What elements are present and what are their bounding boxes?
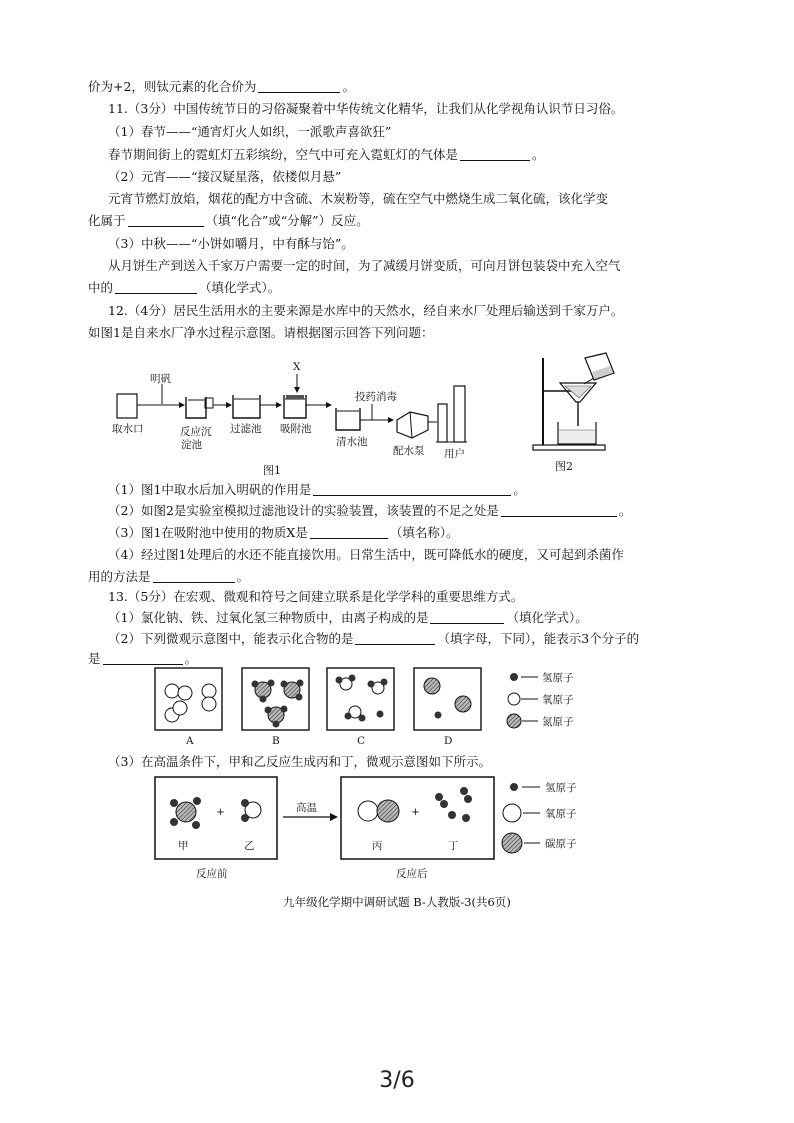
text: 。 xyxy=(184,651,198,666)
text: （3）图1在吸附池中使用的物质X是 xyxy=(108,525,308,540)
box-label-b: B xyxy=(272,735,280,747)
label-jia: 甲 xyxy=(178,840,189,852)
page-number: 3/6 xyxy=(379,1068,415,1093)
label-reaction-2: 淀池 xyxy=(181,439,202,451)
figure1-caption: 图1 xyxy=(263,464,281,477)
label-user: 用户 xyxy=(444,448,465,460)
label-adsorb: 吸附池 xyxy=(280,423,312,435)
label-alum: 明矾 xyxy=(150,373,171,385)
text: （填化学式）。 xyxy=(199,280,281,295)
text: 。 xyxy=(618,503,632,518)
q11-2-text: 元宵节燃灯放焰，烟花的配方中含硫、木炭粉等，硫在空气中燃烧生成二氧化硫，该化学变 xyxy=(108,191,609,206)
q13-title: 13.（5分）在宏观、微观和符号之间建立联系是化学学科的重要思维方式。 xyxy=(108,589,524,604)
q11-3-title: （3）中秋——“小饼如嚼月，中有酥与饴”。 xyxy=(108,236,354,251)
legend4-oxygen: 氧原子 xyxy=(545,808,577,820)
label-ding: 丁 xyxy=(448,840,459,852)
label-condition: 高温 xyxy=(296,802,317,814)
label-pump: 配水泵 xyxy=(393,445,425,457)
legend3-hydrogen: 氢原子 xyxy=(542,672,574,684)
label-disinfect: 投药消毒 xyxy=(355,391,397,403)
q11-3-text: 从月饼生产到送入千家万户需要一定的时间，为了减缓月饼变质，可向月饼包装袋中充入空气 xyxy=(108,258,621,273)
q11-title: 11.（3分）中国传统节日的习俗凝聚着中华传统文化精华，让我们从化学视角认识节日习俗。 xyxy=(108,101,624,116)
legend4-carbon: 碳原子 xyxy=(545,838,577,850)
label-yi: 乙 xyxy=(244,840,255,852)
q12-4: （4）经过图1处理后的水还不能直接饮用。日常生活中，既可降低水的硬度，又可起到杀菌作 xyxy=(108,547,624,562)
label-plus-2: + xyxy=(411,806,420,818)
text: （填化学式）。 xyxy=(506,610,588,625)
q12-title: 12.（4分）居民生活用水的主要来源是水库中的天然水，经自来水厂处理后输送到千家万户。 xyxy=(108,303,624,318)
text: （填名称）。 xyxy=(389,525,459,540)
label-before: 反应前 xyxy=(196,868,228,880)
before-box xyxy=(155,777,277,859)
text: 是 xyxy=(88,651,101,666)
text: 中的 xyxy=(88,280,114,295)
text: （1）氯化钠、铁、过氧化氢三种物质中，由离子构成的是 xyxy=(108,610,429,625)
text: （2）如图2是实验室模拟过滤池设计的实验装置，该装置的不足之处是 xyxy=(108,503,499,518)
legend3-oxygen: 氧原子 xyxy=(542,694,574,706)
text: 化属于 xyxy=(88,213,126,228)
label-after: 反应后 xyxy=(396,868,428,880)
text: （1）图1中取水后加入明矾的作用是 xyxy=(108,482,312,497)
q11-2-title: （2）元宵——“接汉疑星落，依楼似月悬” xyxy=(108,169,342,184)
text: （填字母，下同），能表示3个分子的 xyxy=(437,631,640,646)
text: 。 xyxy=(513,482,526,497)
label-reaction-1: 反应沉 xyxy=(180,426,212,438)
text: 价为+2，则钛元素的化合价为 xyxy=(88,79,257,94)
q11-1-title: （1）春节——“通宵灯火人如织，一派歌声喜欲狂” xyxy=(108,124,392,139)
q12-title-b: 如图1是自来水厂净水过程示意图。请根据图示回答下列问题： xyxy=(88,325,434,340)
text: （填“化合”或“分解”）反应。 xyxy=(205,213,369,228)
page-footer: 九年级化学期中调研试题 B-人教版-3(共6页) xyxy=(283,895,511,909)
legend4-hydrogen: 氢原子 xyxy=(545,782,577,794)
text: （2）下列微观示意图中，能表示化合物的是 xyxy=(108,631,354,646)
box-label-d: D xyxy=(444,735,453,747)
box-label-a: A xyxy=(186,735,194,747)
label-bing: 丙 xyxy=(372,840,383,852)
label-plus-1: + xyxy=(216,806,225,818)
figure2-caption: 图2 xyxy=(555,460,573,473)
label-filter: 过滤池 xyxy=(230,423,262,435)
label-intake: 取水口 xyxy=(112,423,144,435)
text: 。 xyxy=(236,569,250,584)
legend3-nitrogen: 氮原子 xyxy=(542,716,574,728)
text: 用的方法是 xyxy=(88,569,151,584)
label-clear: 清水池 xyxy=(336,436,368,448)
q13-3: （3）在高温条件下，甲和乙反应生成丙和丁，微观示意图如下所示。 xyxy=(108,754,491,769)
label-x: X xyxy=(293,361,301,373)
text: 。 xyxy=(532,147,545,162)
text: 。 xyxy=(342,79,355,94)
box-label-c: C xyxy=(357,735,366,747)
text: 春节期间街上的霓虹灯五彩缤纷，空气中可充入霓虹灯的气体是 xyxy=(108,147,459,162)
